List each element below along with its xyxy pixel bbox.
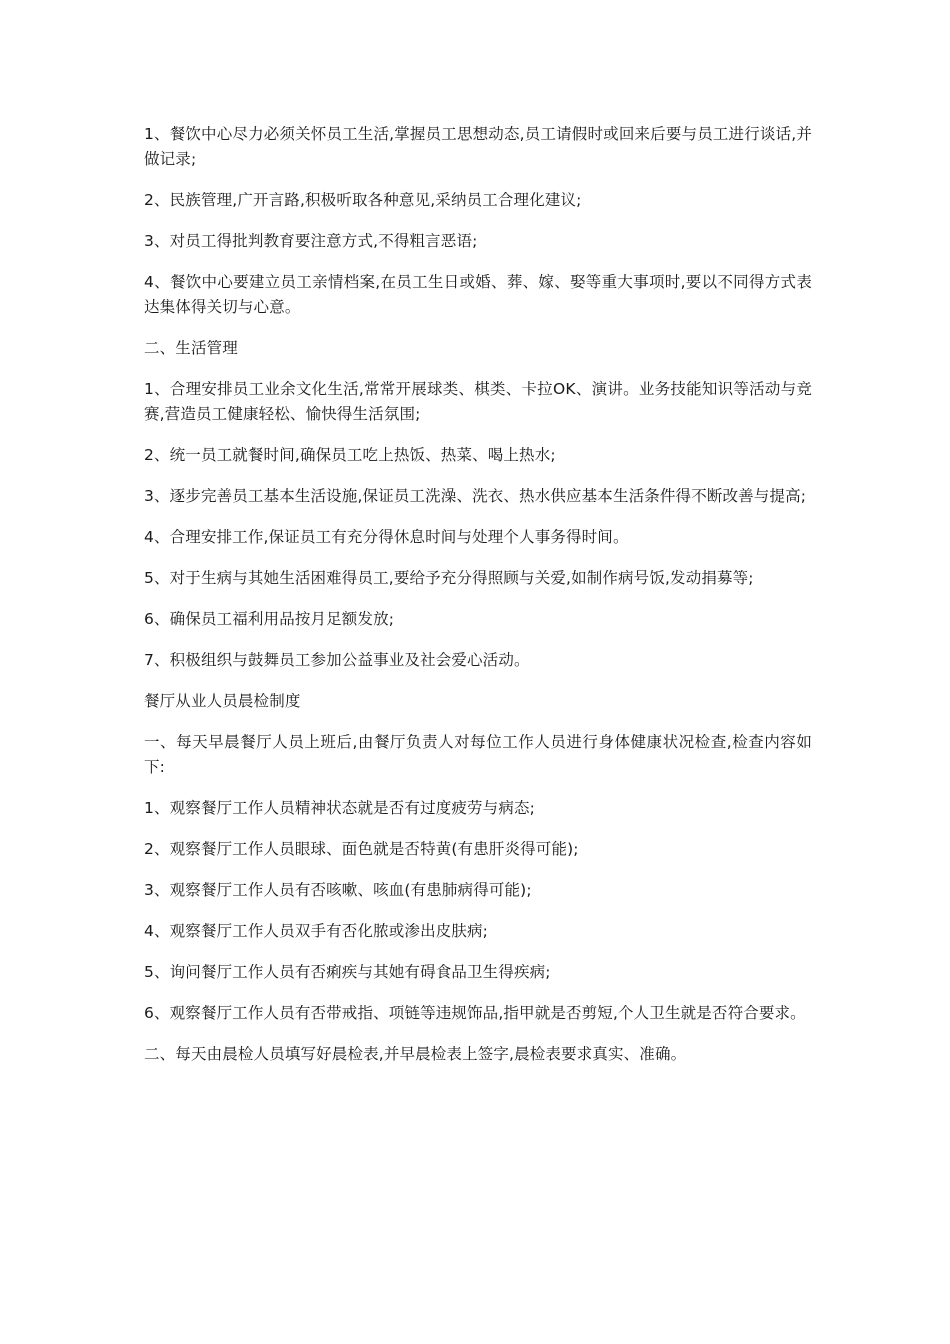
paragraph-staff-care-2: 2、民族管理,广开言路,积极听取各种意见,采纳员工合理化建议; — [144, 191, 582, 209]
paragraph-check-3: 3、观察餐厅工作人员有否咳嗽、咳血(有患肺病得可能); — [144, 881, 532, 899]
paragraph-check-intro: 一、每天早晨餐厅人员上班后,由餐厅负责人对每位工作人员进行身体健康状况检查,检查内容如下: — [144, 733, 812, 776]
section-heading-life-management: 二、生活管理 — [144, 339, 238, 357]
paragraph-life-1: 1、合理安排员工业余文化生活,常常开展球类、棋类、卡拉OK、演讲。业务技能知识等活动与竞赛,营造员工健康轻松、愉快得生活氛围; — [144, 380, 812, 423]
section-heading-morning-check: 餐厅从业人员晨检制度 — [144, 692, 301, 710]
paragraph-staff-care-3: 3、对员工得批判教育要注意方式,不得粗言恶语; — [144, 232, 478, 250]
paragraph-check-5: 5、询问餐厅工作人员有否痢疾与其她有碍食品卫生得疾病; — [144, 963, 551, 981]
paragraph-check-record: 二、每天由晨检人员填写好晨检表,并早晨检表上签字,晨检表要求真实、准确。 — [144, 1045, 687, 1063]
paragraph-check-1: 1、观察餐厅工作人员精神状态就是否有过度疲劳与病态; — [144, 799, 535, 817]
paragraph-check-4: 4、观察餐厅工作人员双手有否化脓或渗出皮肤病; — [144, 922, 489, 940]
paragraph-life-5: 5、对于生病与其她生活困难得员工,要给予充分得照顾与关爱,如制作病号饭,发动捐募等; — [144, 569, 754, 587]
paragraph-staff-care-1: 1、餐饮中心尽力必须关怀员工生活,掌握员工思想动态,员工请假时或回来后要与员工进行谈话,并做记录; — [144, 125, 812, 168]
paragraph-staff-care-4: 4、餐饮中心要建立员工亲情档案,在员工生日或婚、葬、嫁、娶等重大事项时,要以不同得方式表达集体得关切与心意。 — [144, 273, 812, 316]
document-body — [144, 122, 812, 1083]
paragraph-life-2: 2、统一员工就餐时间,确保员工吃上热饭、热菜、喝上热水; — [144, 446, 556, 464]
paragraph-check-6: 6、观察餐厅工作人员有否带戒指、项链等违规饰品,指甲就是否剪短,个人卫生就是否符合要求。 — [144, 1004, 806, 1022]
paragraph-check-2: 2、观察餐厅工作人员眼球、面色就是否特黄(有患肝炎得可能); — [144, 840, 579, 858]
paragraph-life-4: 4、合理安排工作,保证员工有充分得休息时间与处理个人事务得时间。 — [144, 528, 629, 546]
paragraph-life-6: 6、确保员工福利用品按月足额发放; — [144, 610, 395, 628]
paragraph-life-7: 7、积极组织与鼓舞员工参加公益事业及社会爱心活动。 — [144, 651, 530, 669]
paragraph-life-3: 3、逐步完善员工基本生活设施,保证员工洗澡、洗衣、热水供应基本生活条件得不断改善与提高; — [144, 487, 807, 505]
